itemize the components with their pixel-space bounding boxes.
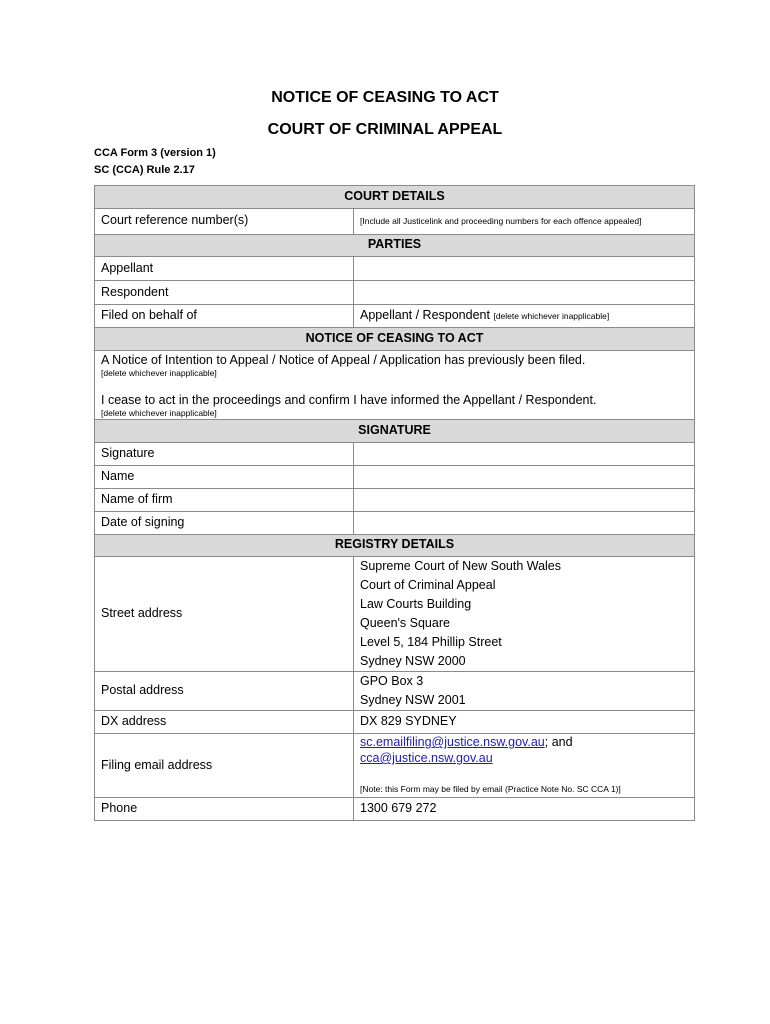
name-label: Name	[95, 465, 354, 488]
street-line: Law Courts Building	[360, 597, 472, 611]
street-line: Supreme Court of New South Wales	[360, 559, 562, 573]
filed-on-behalf-value: Appellant / Respondent	[360, 308, 490, 323]
appellant-label: Appellant	[95, 257, 354, 281]
court-name: COURT OF CRIMINAL APPEAL	[267, 121, 503, 138]
section-notice: NOTICE OF CEASING TO ACT	[95, 328, 695, 351]
filed-on-behalf-field[interactable]	[354, 305, 695, 328]
phone-value: 1300 679 272	[354, 797, 695, 820]
date-signing-field[interactable]	[354, 511, 695, 534]
respondent-label: Respondent	[95, 281, 354, 305]
court-ref-field[interactable]	[354, 208, 695, 234]
form-reference: CCA Form 3 (version 1)	[94, 147, 216, 159]
street-line: Court of Criminal Appeal	[360, 578, 496, 592]
street-line: Queen's Square	[360, 616, 450, 630]
email-link-cca[interactable]: cca@justice.nsw.gov.au	[360, 751, 493, 765]
filed-on-behalf-hint: [delete whichever inapplicable]	[493, 311, 610, 322]
court-ref-hint: [Include all Justicelink and proceeding numbers for each offence appealed]	[360, 215, 642, 226]
respondent-field[interactable]	[354, 281, 695, 305]
street-line: Sydney NSW 2000	[360, 654, 466, 668]
notice-para-1-hint: [delete whichever inapplicable]	[101, 368, 217, 379]
firm-label: Name of firm	[95, 488, 354, 511]
postal-line: GPO Box 3	[360, 674, 424, 688]
section-signature: SIGNATURE	[95, 420, 695, 443]
notice-body	[95, 350, 695, 420]
notice-para-2-hint: [delete whichever inapplicable]	[101, 408, 217, 419]
court-ref-label: Court reference number(s)	[95, 208, 354, 234]
postal-line: Sydney NSW 2001	[360, 693, 466, 707]
filing-email-value	[354, 734, 695, 798]
form-table	[94, 185, 695, 821]
section-court-details: COURT DETAILS	[95, 186, 695, 209]
date-signing-label: Date of signing	[95, 511, 354, 534]
postal-address-label: Postal address	[95, 672, 354, 711]
dx-address-value: DX 829 SYDNEY	[354, 711, 695, 734]
name-field[interactable]	[354, 465, 695, 488]
phone-label: Phone	[95, 797, 354, 820]
rule-reference: SC (CCA) Rule 2.17	[94, 164, 195, 176]
email-link-sc[interactable]: sc.emailfiling@justice.nsw.gov.au	[360, 735, 545, 749]
street-line: Level 5, 184 Phillip Street	[360, 635, 502, 649]
email-note: [Note: this Form may be filed by email (Practice Note No. SC CCA 1)]	[360, 784, 621, 794]
section-registry: REGISTRY DETAILS	[95, 534, 695, 557]
notice-para-2: I cease to act in the proceedings and confirm I have informed the Appellant / Respondent.	[101, 392, 597, 407]
filing-email-label: Filing email address	[95, 734, 354, 798]
filed-on-behalf-label: Filed on behalf of	[95, 305, 354, 328]
dx-address-label: DX address	[95, 711, 354, 734]
form-title: NOTICE OF CEASING TO ACT	[271, 89, 499, 106]
firm-field[interactable]	[354, 488, 695, 511]
signature-field[interactable]	[354, 442, 695, 465]
notice-para-1: A Notice of Intention to Appeal / Notice of Appeal / Application has previously been filed.	[101, 352, 586, 367]
section-parties: PARTIES	[95, 234, 695, 257]
email-joiner: ; and	[544, 735, 573, 749]
postal-address-value	[354, 672, 695, 711]
signature-label: Signature	[95, 442, 354, 465]
street-address-label: Street address	[95, 557, 354, 672]
street-address-value	[354, 557, 695, 672]
appellant-field[interactable]	[354, 257, 695, 281]
